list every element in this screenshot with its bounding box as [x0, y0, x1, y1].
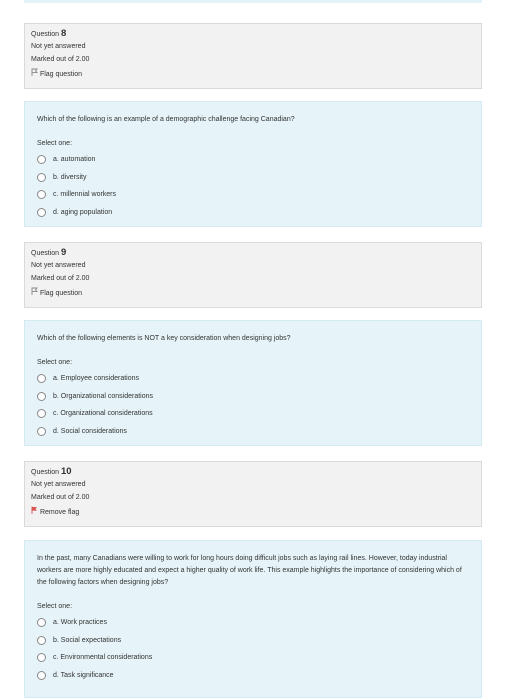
- select-one-label: Select one:: [37, 140, 73, 147]
- answer-label: d. aging population: [53, 208, 113, 216]
- question-number: 8: [60, 28, 67, 39]
- question-info-9: [24, 242, 482, 308]
- question-status: Not yet answered: [31, 43, 86, 50]
- answer-option-a[interactable]: [37, 614, 469, 632]
- answer-label: a. Work practices: [53, 619, 107, 627]
- select-one-label: Select one:: [37, 603, 73, 610]
- flag-outline-icon: [31, 68, 38, 76]
- question-label: Question: [31, 31, 60, 38]
- question-marks: Marked out of 2.00: [31, 494, 90, 501]
- question-marks: Marked out of 2.00: [31, 56, 90, 63]
- remove-flag-label: Remove flag: [39, 509, 80, 516]
- answer-label: a. Employee considerations: [53, 375, 139, 383]
- answer-label: c. millennial workers: [53, 191, 117, 199]
- answer-option-c[interactable]: [37, 405, 469, 423]
- answer-label: c. Environmental considerations: [53, 654, 153, 662]
- question-info-8: [24, 23, 482, 89]
- select-one-label: Select one:: [37, 359, 73, 366]
- question-number-line: [31, 29, 475, 42]
- question-status: Not yet answered: [31, 262, 86, 269]
- radio-button[interactable]: [37, 208, 46, 217]
- radio-button[interactable]: [37, 618, 46, 627]
- radio-button[interactable]: [37, 653, 46, 662]
- question-content-10: [24, 540, 482, 698]
- question-marks: Marked out of 2.00: [31, 275, 90, 282]
- question-label: Question: [31, 469, 60, 476]
- answer-label: b. Social expectations: [53, 636, 122, 644]
- answer-option-c[interactable]: [37, 186, 469, 204]
- question-number-line: [31, 248, 475, 261]
- radio-button[interactable]: [37, 173, 46, 182]
- radio-button[interactable]: [37, 636, 46, 645]
- radio-button[interactable]: [37, 374, 46, 383]
- question-status: Not yet answered: [31, 481, 86, 488]
- answer-option-b[interactable]: [37, 388, 469, 406]
- question-text: In the past, many Canadians were willing to work for long hours doing difficult jobs such as laying rail lines. However, today industrial workers are more highly educated and expect a higher quality of work life. This example highlights the importance of considering which of the following factors when designing jobs?: [37, 555, 462, 586]
- answer-option-b[interactable]: [37, 169, 469, 187]
- radio-button[interactable]: [37, 409, 46, 418]
- answer-option-c[interactable]: [37, 649, 469, 667]
- radio-button[interactable]: [37, 427, 46, 436]
- question-info-10: [24, 461, 482, 527]
- previous-question-box-edge: [24, 0, 482, 3]
- flag-filled-icon: [31, 506, 38, 514]
- answer-option-a[interactable]: [37, 370, 469, 388]
- question-content-8: [24, 101, 482, 227]
- answer-label: b. diversity: [53, 173, 87, 181]
- question-number-line: [31, 467, 475, 480]
- question-text: Which of the following elements is NOT a key consideration when designing jobs?: [37, 335, 291, 342]
- remove-flag-link[interactable]: [31, 506, 475, 519]
- radio-button[interactable]: [37, 671, 46, 680]
- answer-option-d[interactable]: [37, 667, 469, 685]
- question-number: 9: [60, 247, 67, 258]
- answer-option-d[interactable]: [37, 204, 469, 222]
- answer-label: d. Task significance: [53, 671, 114, 679]
- radio-button[interactable]: [37, 155, 46, 164]
- flag-question-link[interactable]: [31, 68, 475, 81]
- answer-label: d. Social considerations: [53, 427, 127, 435]
- radio-button[interactable]: [37, 190, 46, 199]
- question-label: Question: [31, 250, 60, 257]
- question-text: Which of the following is an example of a demographic challenge facing Canadian?: [37, 116, 295, 123]
- question-number: 10: [60, 466, 72, 477]
- flag-question-link[interactable]: [31, 287, 475, 300]
- answer-label: c. Organizational considerations: [53, 410, 153, 418]
- answer-option-a[interactable]: [37, 151, 469, 169]
- flag-outline-icon: [31, 287, 38, 295]
- flag-question-label: Flag question: [39, 290, 82, 297]
- flag-question-label: Flag question: [39, 71, 82, 78]
- answer-label: b. Organizational considerations: [53, 392, 154, 400]
- answer-option-b[interactable]: [37, 632, 469, 650]
- answer-option-d[interactable]: [37, 423, 469, 441]
- answer-label: a. automation: [53, 156, 96, 164]
- radio-button[interactable]: [37, 392, 46, 401]
- question-content-9: [24, 320, 482, 446]
